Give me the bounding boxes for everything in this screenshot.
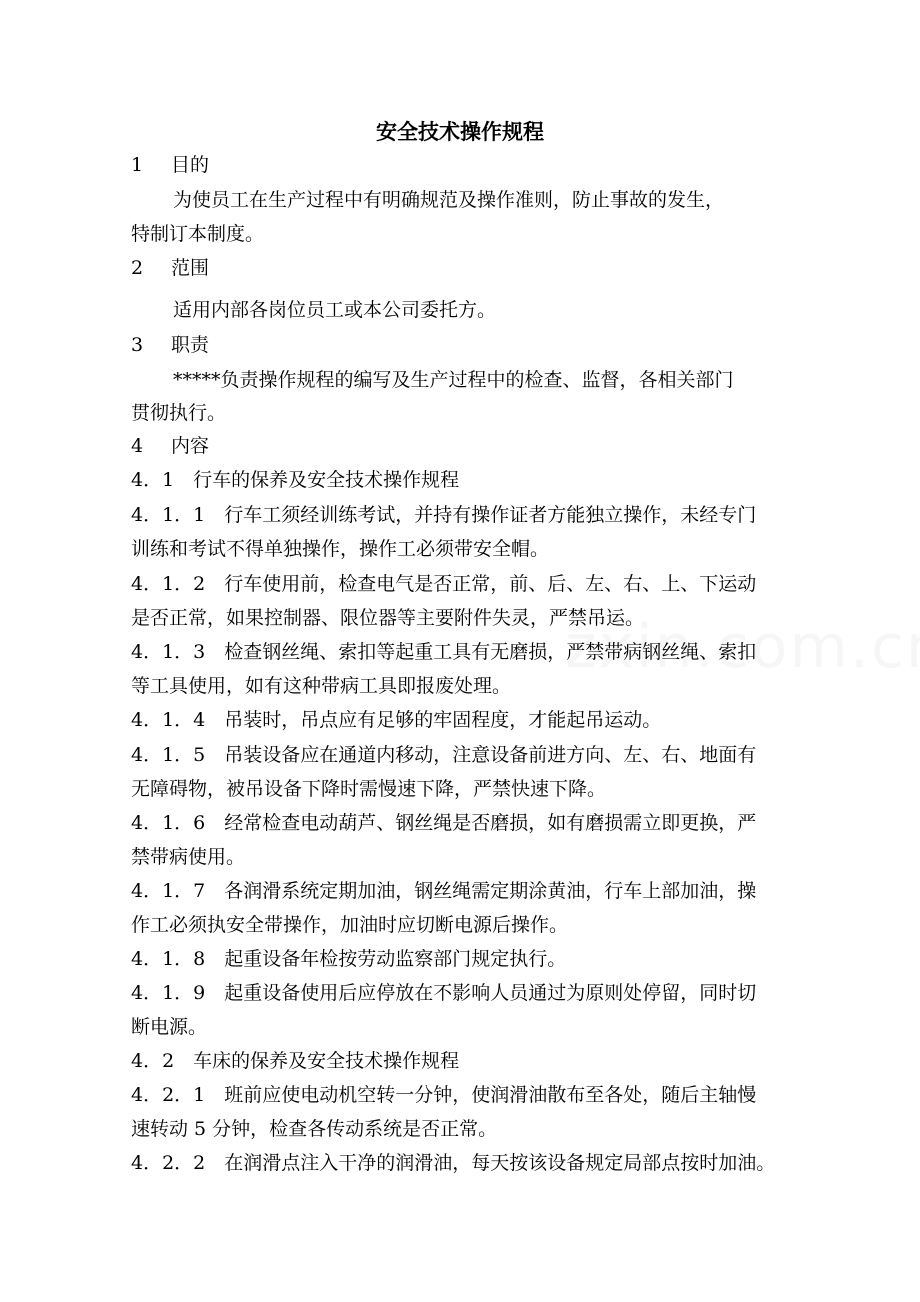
clause-4-2-1-line-1: 4．2．1 班前应使电动机空转一分钟，使润滑油散布至各处，随后主轴慢 [131,1084,757,1106]
section-number: 1 [131,154,144,176]
section-number: 3 [131,334,144,356]
clause-4-1-9-line-2: 断电源。 [131,1016,208,1038]
clause-4-1-2-line-1: 4．1．2 行车使用前，检查电气是否正常，前、后、左、右、上、下运动 [131,573,757,595]
section-number: 4 [131,435,144,457]
clause-4-1-1-line-2: 训练和考试不得单独操作，操作工必须带安全帽。 [131,538,550,560]
section-title: 目的 [171,154,210,176]
clause-4-1-5-line-1: 4．1．5 吊装设备应在通道内移动，注意设备前进方向、左、右、地面有 [131,744,757,766]
clause-4-1-2-line-2: 是否正常，如果控制器、限位器等主要附件失灵，严禁吊运。 [131,607,645,629]
clause-4-1-3-line-2: 等工具使用，如有这种带病工具即报废处理。 [131,675,512,697]
paragraph-duty-line-1: *****负责操作规程的编写及生产过程中的检查、监督，各相关部门 [173,369,734,391]
clause-4-1-7-line-2: 作工必须执安全带操作，加油时应切断电源后操作。 [131,914,569,936]
clause-4-1-6-line-1: 4．1．6 经常检查电动葫芦、钢丝绳是否磨损，如有磨损需立即更换，严 [131,812,757,834]
subsection-4-2-heading: 4．2 车床的保养及安全技术操作规程 [131,1050,460,1072]
section-title: 职责 [171,334,210,356]
clause-4-1-7-line-1: 4．1．7 各润滑系统定期加油，钢丝绳需定期涂黄油，行车上部加油，操 [131,880,757,902]
section-title: 范围 [171,257,210,279]
clause-4-1-1-line-1: 4．1．1 行车工须经训练考试，并持有操作证者方能独立操作，未经专门 [131,504,757,526]
clause-4-2-1-line-2: 速转动 5 分钟，检查各传动系统是否正常。 [131,1118,498,1140]
section-1-heading [131,150,209,180]
clause-4-2-2: 4．2．2 在润滑点注入干净的润滑油，每天按该设备规定局部点按时加油。 [131,1152,776,1174]
paragraph-scope: 适用内部各岗位员工或本公司委托方。 [173,299,497,321]
section-3-heading [131,330,209,360]
clause-4-1-9-line-1: 4．1．9 起重设备使用后应停放在不影响人员通过为原则处停留，同时切 [131,982,757,1004]
clause-4-1-6-line-2: 禁带病使用。 [131,846,246,868]
clause-4-1-4: 4．1．4 吊装时，吊点应有足够的牢固程度，才能起吊运动。 [131,709,662,731]
document-title: 安全技术操作规程 [376,120,544,144]
clause-4-1-8: 4．1．8 起重设备年检按劳动监察部门规定执行。 [131,948,567,970]
section-title: 内容 [171,435,210,457]
paragraph-duty-line-2: 贯彻执行。 [131,402,227,424]
section-number: 2 [131,257,144,279]
paragraph-purpose-line-2: 特制订本制度。 [131,223,265,245]
clause-4-1-3-line-1: 4．1．3 检查钢丝绳、索扣等起重工具有无磨损，严禁带病钢丝绳、索扣 [131,641,757,663]
section-2-heading [131,253,209,283]
section-4-heading [131,431,209,461]
clause-4-1-5-line-2: 无障碍物，被吊设备下降时需慢速下降，严禁快速下降。 [131,778,607,800]
paragraph-purpose-line-1: 为使员工在生产过程中有明确规范及操作准则，防止事故的发生， [173,189,725,211]
subsection-4-1-heading: 4．1 行车的保养及安全技术操作规程 [131,469,460,491]
